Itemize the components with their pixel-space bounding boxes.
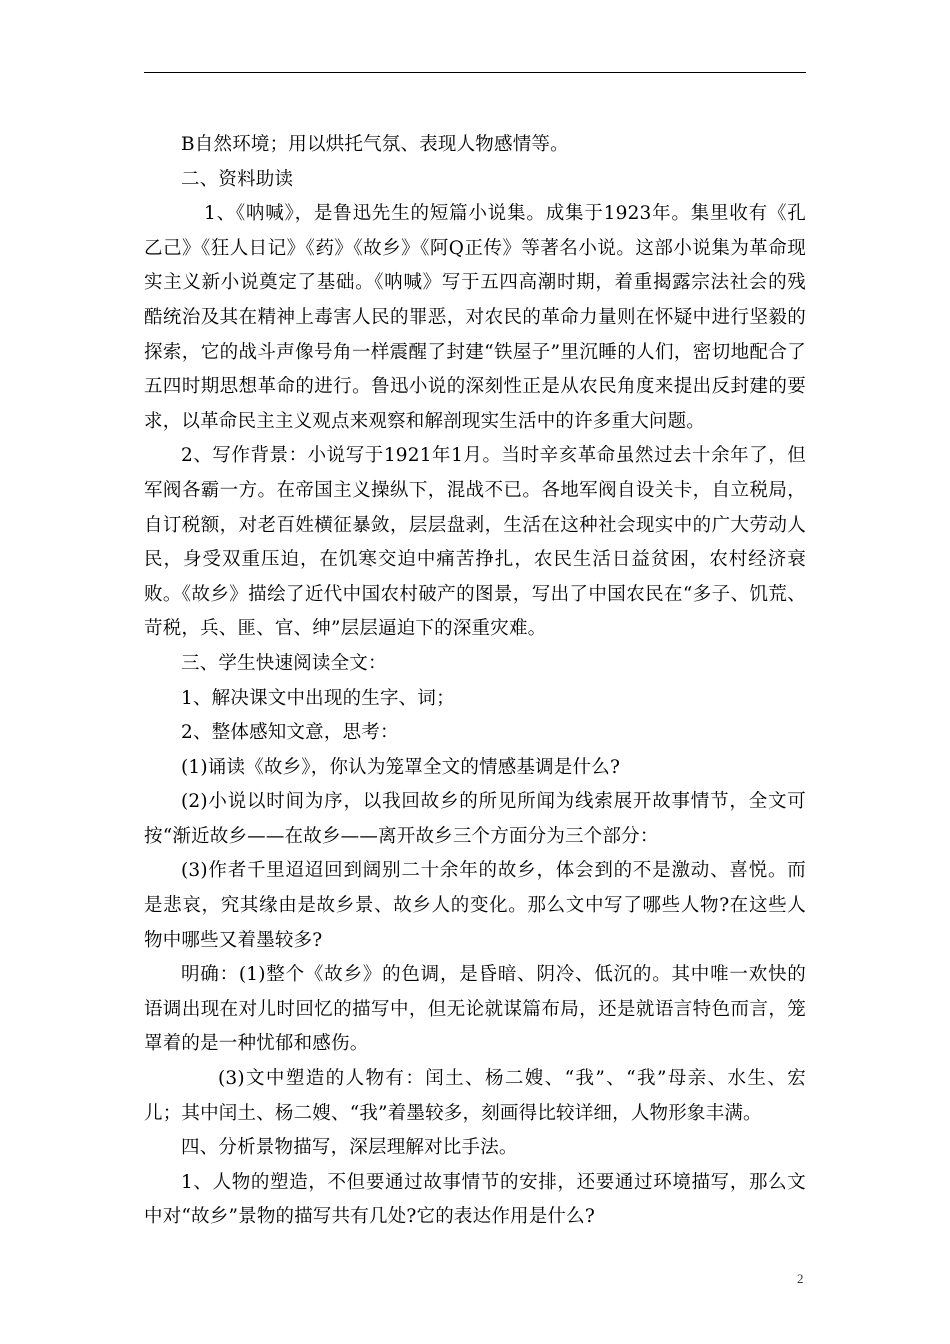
paragraph-natural-environment: B自然环境；用以烘托气氛、表现人物感情等。 xyxy=(181,134,569,155)
paragraph-nahan-intro: 1、《呐喊》，是鲁迅先生的短篇小说集。成集于1923年。集里收有《孔乙己》《狂人日记》《药》《故乡》《阿Q正传》等著名小说。这部小说集为革命现实主义新小说奠定了基础。《呐喊》写于五四高潮时期，着重揭露宗法社会的残酷统治及其在精神上毒害人民的罪恶，对农民的革命力量则在怀疑中进行坚毅的探索，它的战斗声像号角一样震醒了封建“铁屋子”里沉睡的人们，密切地配合了五四时期思想革命的进行。鲁迅小说的深刻性正是从农民角度来提出反封建的要求，以革命民主主义观点来观察和解剖现实生活中的许多重大问题。 xyxy=(144,203,806,432)
question-scenery-description: 1、人物的塑造，不但要通过故事情节的安排，还要通过环境描写，那么文中对“故乡”景物的描写共有几处?它的表达作用是什么? xyxy=(144,1171,806,1228)
page-number: 2 xyxy=(797,1271,804,1286)
header-rule xyxy=(144,72,806,73)
paragraph-writing-background: 2、写作背景：小说写于1921年1月。当时辛亥革命虽然过去十余年了，但军阀各霸一方。在帝国主义操纵下，混战不已。各地军阀自设关卡，自立税局，自订税额，对老百姓横征暴敛，层层盘剥，生活在这种社会现实中的广大劳动人民，身受双重压迫，在饥寒交迫中痛苦挣扎，农民生活日益贫困，农村经济衰败。《故乡》描绘了近代中国农村破产的图景，写出了中国农民在“多子、饥荒、苛税，兵、匪、官、绅”层层逼迫下的深重灾难。 xyxy=(144,445,806,640)
heading-scenery-analysis: 四、分析景物描写，深层理解对比手法。 xyxy=(181,1137,518,1159)
heading-quick-reading: 三、学生快速阅读全文： xyxy=(181,652,387,674)
question-structure: (2)小说以时间为序，以我回故乡的所见所闻为线索展开故事情节，全文可按“渐近故乡——在故乡——离开故乡三个方面分为三个部分： xyxy=(144,791,806,847)
question-characters: (3)作者千里迢迢回到阔别二十余年的故乡，体会到的不是激动、喜悦。而是悲哀，究其缘由是故乡景、故乡人的变化。那么文中写了哪些人物?在这些人物中哪些又着墨较多? xyxy=(144,860,806,951)
list-item-overall-perception: 2、整体感知文意，思考： xyxy=(181,722,399,744)
heading-reference-reading: 二、资料助读 xyxy=(181,168,294,190)
answer-characters: (3)文中塑造的人物有：闰土、杨二嫂、“我”、“我”母亲、水生、宏儿；其中闰土、杨二嫂、“我”着墨较多，刻画得比较详细，人物形象丰满。 xyxy=(144,1068,806,1124)
answer-tone: 明确：(1)整个《故乡》的色调，是昏暗、阴冷、低沉的。其中唯一欢快的语调出现在对儿时回忆的描写中，但无论就谋篇布局，还是就语言特色而言，笼罩着的是一种忧郁和感伤。 xyxy=(144,964,806,1055)
list-item-new-words: 1、解决课文中出现的生字、词； xyxy=(181,687,455,709)
question-emotional-tone: (1)诵读《故乡》，你认为笼罩全文的情感基调是什么? xyxy=(181,756,621,778)
document-body xyxy=(144,128,806,1235)
